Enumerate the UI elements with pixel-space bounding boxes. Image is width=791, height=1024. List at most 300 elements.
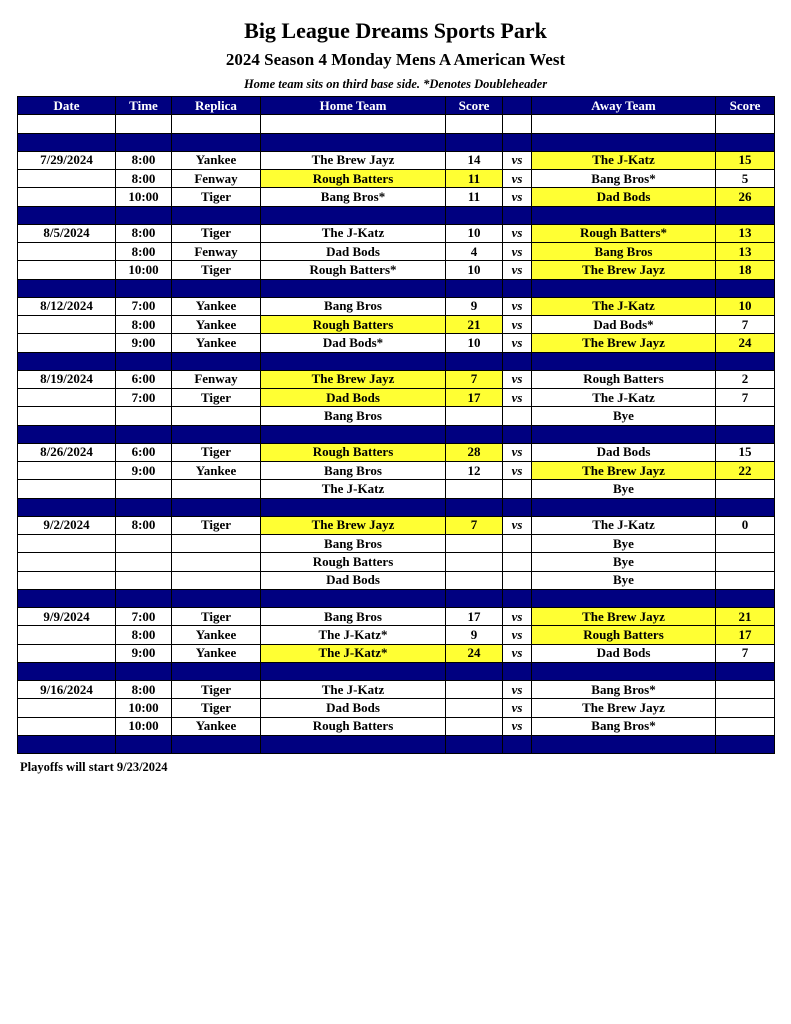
vs-cell	[503, 571, 532, 589]
replica-cell: Tiger	[172, 188, 261, 206]
away-team-cell: Rough Batters	[532, 626, 716, 644]
date-cell	[18, 626, 116, 644]
time-cell	[116, 352, 172, 370]
date-cell	[18, 316, 116, 334]
table-row	[18, 535, 775, 553]
date-cell: 7/29/2024	[18, 151, 116, 169]
home-score-cell: 9	[446, 297, 503, 315]
away-score-cell: 15	[716, 151, 775, 169]
time-cell: 6:00	[116, 443, 172, 461]
away-score-cell	[716, 480, 775, 498]
table-row	[18, 571, 775, 589]
replica-cell	[172, 425, 261, 443]
time-cell: 7:00	[116, 608, 172, 626]
time-cell: 7:00	[116, 297, 172, 315]
home-score-cell	[446, 571, 503, 589]
away-score-cell	[716, 279, 775, 297]
home-team-cell: The J-Katz	[261, 224, 446, 242]
away-team-cell: The Brew Jayz	[532, 699, 716, 717]
away-score-cell: 13	[716, 243, 775, 261]
table-row	[18, 389, 775, 407]
date-cell	[18, 553, 116, 571]
replica-cell	[172, 571, 261, 589]
table-row	[18, 443, 775, 461]
away-score-cell	[716, 553, 775, 571]
away-score-cell	[716, 735, 775, 753]
date-cell	[18, 334, 116, 352]
away-team-cell: Bye	[532, 535, 716, 553]
away-score-cell	[716, 352, 775, 370]
replica-cell: Tiger	[172, 699, 261, 717]
vs-cell: vs	[503, 334, 532, 352]
time-cell	[116, 735, 172, 753]
away-score-cell: 0	[716, 516, 775, 534]
time-cell	[116, 571, 172, 589]
away-team-cell: The J-Katz	[532, 389, 716, 407]
home-score-cell	[446, 717, 503, 735]
vs-cell: vs	[503, 243, 532, 261]
away-team-cell: The Brew Jayz	[532, 608, 716, 626]
time-cell: 10:00	[116, 188, 172, 206]
date-cell	[18, 571, 116, 589]
date-cell	[18, 188, 116, 206]
vs-cell: vs	[503, 462, 532, 480]
header-row	[18, 97, 775, 115]
home-score-cell: 10	[446, 261, 503, 279]
table-row	[18, 608, 775, 626]
home-score-cell: 17	[446, 608, 503, 626]
vs-cell: vs	[503, 170, 532, 188]
vs-cell: vs	[503, 297, 532, 315]
date-cell	[18, 279, 116, 297]
vs-cell	[503, 206, 532, 224]
home-team-cell: Bang Bros	[261, 608, 446, 626]
home-score-cell: 10	[446, 224, 503, 242]
away-score-cell	[716, 206, 775, 224]
time-cell: 8:00	[116, 151, 172, 169]
home-score-cell: 24	[446, 644, 503, 662]
away-team-cell: The J-Katz	[532, 297, 716, 315]
home-team-cell: Dad Bods	[261, 571, 446, 589]
replica-cell: Yankee	[172, 297, 261, 315]
home-score-cell	[446, 535, 503, 553]
time-cell: 9:00	[116, 462, 172, 480]
home-score-cell	[446, 553, 503, 571]
away-score-cell	[716, 571, 775, 589]
table-row	[18, 170, 775, 188]
date-cell: 9/16/2024	[18, 681, 116, 699]
home-team-cell: Dad Bods	[261, 243, 446, 261]
week-separator	[18, 589, 775, 607]
away-team-cell	[532, 279, 716, 297]
home-score-cell: 11	[446, 188, 503, 206]
away-score-cell: 7	[716, 644, 775, 662]
header-date: Date	[18, 97, 116, 115]
home-score-cell: 10	[446, 334, 503, 352]
home-team-cell	[261, 498, 446, 516]
time-cell	[116, 425, 172, 443]
home-score-cell: 12	[446, 462, 503, 480]
date-cell: 8/12/2024	[18, 297, 116, 315]
away-team-cell: Bye	[532, 480, 716, 498]
date-cell	[18, 589, 116, 607]
time-cell	[116, 115, 172, 133]
away-score-cell: 17	[716, 626, 775, 644]
week-separator	[18, 735, 775, 753]
replica-cell	[172, 662, 261, 680]
time-cell	[116, 498, 172, 516]
away-team-cell: Bang Bros*	[532, 717, 716, 735]
replica-cell: Yankee	[172, 717, 261, 735]
home-team-cell: Dad Bods	[261, 699, 446, 717]
replica-cell: Yankee	[172, 334, 261, 352]
table-row	[18, 480, 775, 498]
date-cell	[18, 243, 116, 261]
away-score-cell	[716, 498, 775, 516]
time-cell	[116, 553, 172, 571]
time-cell: 8:00	[116, 681, 172, 699]
away-score-cell: 26	[716, 188, 775, 206]
home-score-cell	[446, 115, 503, 133]
replica-cell: Tiger	[172, 443, 261, 461]
away-team-cell: The Brew Jayz	[532, 462, 716, 480]
replica-cell: Tiger	[172, 608, 261, 626]
page-title: Big League Dreams Sports Park	[244, 18, 547, 43]
time-cell: 8:00	[116, 516, 172, 534]
replica-cell: Tiger	[172, 681, 261, 699]
home-score-cell: 14	[446, 151, 503, 169]
home-team-cell: The J-Katz	[261, 681, 446, 699]
away-score-cell	[716, 699, 775, 717]
away-team-cell: The Brew Jayz	[532, 334, 716, 352]
away-team-cell: The J-Katz	[532, 516, 716, 534]
home-score-cell: 9	[446, 626, 503, 644]
home-team-cell: Dad Bods*	[261, 334, 446, 352]
replica-cell: Tiger	[172, 224, 261, 242]
away-score-cell: 7	[716, 389, 775, 407]
vs-cell: vs	[503, 626, 532, 644]
away-team-cell	[532, 425, 716, 443]
away-score-cell	[716, 589, 775, 607]
home-team-cell: Rough Batters*	[261, 261, 446, 279]
replica-cell	[172, 133, 261, 151]
vs-cell	[503, 279, 532, 297]
date-cell	[18, 535, 116, 553]
home-score-cell	[446, 425, 503, 443]
replica-cell: Yankee	[172, 316, 261, 334]
vs-cell	[503, 480, 532, 498]
home-score-cell	[446, 589, 503, 607]
home-score-cell	[446, 699, 503, 717]
table-row	[18, 644, 775, 662]
week-separator	[18, 425, 775, 443]
table-row	[18, 334, 775, 352]
table-row	[18, 717, 775, 735]
date-cell	[18, 352, 116, 370]
replica-cell: Yankee	[172, 151, 261, 169]
home-team-cell: The Brew Jayz	[261, 370, 446, 388]
week-separator	[18, 498, 775, 516]
away-team-cell: Dad Bods	[532, 644, 716, 662]
home-score-cell: 28	[446, 443, 503, 461]
replica-cell	[172, 279, 261, 297]
header-vs	[503, 97, 532, 115]
vs-cell	[503, 352, 532, 370]
replica-cell	[172, 589, 261, 607]
time-cell	[116, 535, 172, 553]
away-team-cell: Bye	[532, 407, 716, 425]
date-cell	[18, 261, 116, 279]
vs-cell: vs	[503, 370, 532, 388]
away-team-cell	[532, 206, 716, 224]
date-cell	[18, 498, 116, 516]
replica-cell	[172, 498, 261, 516]
home-team-cell	[261, 589, 446, 607]
table-row	[18, 188, 775, 206]
time-cell: 8:00	[116, 316, 172, 334]
home-team-cell	[261, 206, 446, 224]
away-team-cell: The Brew Jayz	[532, 261, 716, 279]
replica-cell: Fenway	[172, 370, 261, 388]
away-team-cell: Dad Bods*	[532, 316, 716, 334]
time-cell: 9:00	[116, 334, 172, 352]
away-team-cell	[532, 498, 716, 516]
away-team-cell	[532, 589, 716, 607]
time-cell: 8:00	[116, 243, 172, 261]
week-separator	[18, 279, 775, 297]
header-time: Time	[116, 97, 172, 115]
date-cell	[18, 115, 116, 133]
time-cell: 10:00	[116, 699, 172, 717]
home-score-cell: 11	[446, 170, 503, 188]
away-score-cell	[716, 133, 775, 151]
time-cell: 6:00	[116, 370, 172, 388]
vs-cell	[503, 407, 532, 425]
time-cell	[116, 407, 172, 425]
away-team-cell	[532, 133, 716, 151]
vs-cell	[503, 553, 532, 571]
away-team-cell: Bang Bros*	[532, 681, 716, 699]
date-cell	[18, 407, 116, 425]
away-team-cell: Bye	[532, 553, 716, 571]
home-team-cell: Rough Batters	[261, 316, 446, 334]
away-team-cell: Bang Bros*	[532, 170, 716, 188]
home-team-cell	[261, 115, 446, 133]
home-team-cell	[261, 425, 446, 443]
away-team-cell: Dad Bods	[532, 188, 716, 206]
replica-cell	[172, 480, 261, 498]
away-team-cell: Rough Batters*	[532, 224, 716, 242]
away-team-cell	[532, 115, 716, 133]
week-separator	[18, 352, 775, 370]
away-score-cell	[716, 717, 775, 735]
replica-cell	[172, 535, 261, 553]
time-cell	[116, 480, 172, 498]
header-away-team: Away Team	[532, 97, 716, 115]
home-score-cell: 7	[446, 370, 503, 388]
page-subtitle: 2024 Season 4 Monday Mens A American West	[225, 50, 566, 69]
away-team-cell: The J-Katz	[532, 151, 716, 169]
replica-cell: Yankee	[172, 626, 261, 644]
away-score-cell	[716, 535, 775, 553]
table-row	[18, 462, 775, 480]
date-cell	[18, 662, 116, 680]
away-score-cell: 21	[716, 608, 775, 626]
time-cell	[116, 589, 172, 607]
schedule-note: Home team sits on third base side. *Denotes Doubleheader	[243, 77, 548, 91]
schedule-body	[18, 115, 775, 754]
home-score-cell: 21	[446, 316, 503, 334]
replica-cell	[172, 553, 261, 571]
time-cell: 9:00	[116, 644, 172, 662]
away-team-cell: Rough Batters	[532, 370, 716, 388]
vs-cell	[503, 498, 532, 516]
home-team-cell: The J-Katz*	[261, 644, 446, 662]
vs-cell: vs	[503, 608, 532, 626]
vs-cell: vs	[503, 717, 532, 735]
home-score-cell	[446, 279, 503, 297]
home-team-cell: Rough Batters	[261, 443, 446, 461]
playoffs-note: Playoffs will start 9/23/2024	[20, 760, 168, 774]
replica-cell	[172, 115, 261, 133]
date-cell: 8/19/2024	[18, 370, 116, 388]
replica-cell	[172, 407, 261, 425]
vs-cell	[503, 735, 532, 753]
vs-cell: vs	[503, 316, 532, 334]
vs-cell	[503, 589, 532, 607]
date-cell	[18, 735, 116, 753]
vs-cell: vs	[503, 443, 532, 461]
home-team-cell	[261, 735, 446, 753]
home-team-cell: The J-Katz	[261, 480, 446, 498]
vs-cell	[503, 425, 532, 443]
replica-cell: Tiger	[172, 516, 261, 534]
away-score-cell: 15	[716, 443, 775, 461]
home-score-cell: 17	[446, 389, 503, 407]
away-score-cell	[716, 115, 775, 133]
time-cell: 10:00	[116, 717, 172, 735]
away-team-cell	[532, 735, 716, 753]
time-cell: 7:00	[116, 389, 172, 407]
time-cell	[116, 662, 172, 680]
home-team-cell: Bang Bros	[261, 462, 446, 480]
table-row	[18, 553, 775, 571]
table-row	[18, 626, 775, 644]
schedule-table	[17, 96, 775, 754]
date-cell	[18, 480, 116, 498]
vs-cell: vs	[503, 644, 532, 662]
time-cell	[116, 279, 172, 297]
home-team-cell: Dad Bods	[261, 389, 446, 407]
home-score-cell	[446, 407, 503, 425]
home-score-cell	[446, 735, 503, 753]
home-score-cell	[446, 133, 503, 151]
home-team-cell: Rough Batters	[261, 170, 446, 188]
time-cell: 8:00	[116, 170, 172, 188]
table-row	[18, 407, 775, 425]
away-score-cell: 10	[716, 297, 775, 315]
vs-cell: vs	[503, 151, 532, 169]
replica-cell	[172, 735, 261, 753]
home-team-cell	[261, 133, 446, 151]
time-cell: 8:00	[116, 224, 172, 242]
week-separator	[18, 206, 775, 224]
vs-cell	[503, 115, 532, 133]
vs-cell: vs	[503, 389, 532, 407]
away-score-cell: 24	[716, 334, 775, 352]
vs-cell: vs	[503, 516, 532, 534]
replica-cell: Tiger	[172, 261, 261, 279]
header-home-score: Score	[446, 97, 503, 115]
week-separator	[18, 133, 775, 151]
away-team-cell: Bye	[532, 571, 716, 589]
table-row	[18, 297, 775, 315]
date-cell	[18, 699, 116, 717]
home-team-cell: Bang Bros	[261, 535, 446, 553]
date-cell	[18, 389, 116, 407]
header-home-team: Home Team	[261, 97, 446, 115]
replica-cell: Yankee	[172, 462, 261, 480]
time-cell	[116, 133, 172, 151]
time-cell: 10:00	[116, 261, 172, 279]
away-team-cell: Bang Bros	[532, 243, 716, 261]
away-score-cell: 2	[716, 370, 775, 388]
away-score-cell: 22	[716, 462, 775, 480]
replica-cell	[172, 352, 261, 370]
table-row	[18, 681, 775, 699]
vs-cell: vs	[503, 699, 532, 717]
week-separator	[18, 662, 775, 680]
replica-cell	[172, 206, 261, 224]
home-score-cell	[446, 662, 503, 680]
home-score-cell: 4	[446, 243, 503, 261]
replica-cell: Yankee	[172, 644, 261, 662]
home-score-cell	[446, 352, 503, 370]
date-cell	[18, 170, 116, 188]
away-score-cell	[716, 407, 775, 425]
blank-row	[18, 115, 775, 133]
home-team-cell: Bang Bros*	[261, 188, 446, 206]
table-row	[18, 699, 775, 717]
home-team-cell	[261, 662, 446, 680]
date-cell	[18, 644, 116, 662]
date-cell	[18, 717, 116, 735]
home-score-cell	[446, 498, 503, 516]
vs-cell	[503, 535, 532, 553]
date-cell	[18, 425, 116, 443]
away-team-cell	[532, 662, 716, 680]
replica-cell: Fenway	[172, 170, 261, 188]
home-team-cell: The Brew Jayz	[261, 516, 446, 534]
home-team-cell: Bang Bros	[261, 297, 446, 315]
date-cell	[18, 133, 116, 151]
date-cell: 9/2/2024	[18, 516, 116, 534]
away-score-cell: 13	[716, 224, 775, 242]
home-team-cell: The J-Katz*	[261, 626, 446, 644]
header-away-score: Score	[716, 97, 775, 115]
home-team-cell: Rough Batters	[261, 553, 446, 571]
vs-cell	[503, 133, 532, 151]
home-score-cell	[446, 206, 503, 224]
table-row	[18, 224, 775, 242]
home-team-cell: Bang Bros	[261, 407, 446, 425]
date-cell	[18, 206, 116, 224]
home-score-cell	[446, 681, 503, 699]
vs-cell: vs	[503, 224, 532, 242]
table-row	[18, 261, 775, 279]
away-team-cell	[532, 352, 716, 370]
header-replica: Replica	[172, 97, 261, 115]
